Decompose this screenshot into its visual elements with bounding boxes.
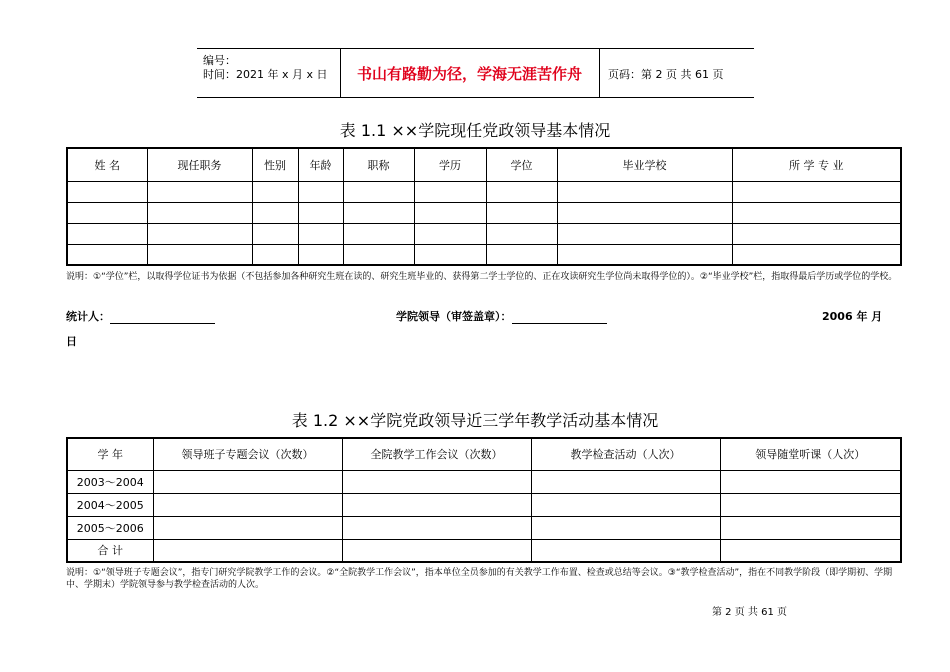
table2-note: 说明：①“领导班子专题会议”，指专门研究学院教学工作的会议。②“全院教学工作会议”，指本单位全员参加的有关教学工作布置、检查或总结等会议。③“教学检查活动”，指在不同教学阶段（即学期初、学期中、学期末）学院领导参与教学检查活动的人次。 [66,568,893,590]
table-cell[interactable] [557,202,732,223]
table-cell[interactable] [414,181,486,202]
table-cell[interactable] [531,470,720,493]
date-label: 2006 年 月 [822,310,883,323]
table-row [67,202,901,223]
table-cell[interactable] [531,516,720,539]
table-cell[interactable] [67,202,147,223]
table-cell[interactable] [414,202,486,223]
motto-text: 书山有路勤为径，学海无涯苦作舟 [356,65,582,83]
table-cell[interactable] [343,181,414,202]
day-label: 日 [66,335,77,348]
table-cell[interactable] [732,223,901,244]
table-cell: 2005～2006 [67,516,153,539]
header-meta [197,49,341,97]
table-cell[interactable] [298,223,343,244]
table-row [67,181,901,202]
table-cell[interactable] [343,202,414,223]
table-cell[interactable] [486,244,557,265]
col-topic-meetings: 领导班子专题会议（次数） [153,438,342,470]
table-cell[interactable] [732,181,901,202]
table-cell[interactable] [342,516,531,539]
col-school-year: 学 年 [67,438,153,470]
table-cell[interactable] [342,470,531,493]
page-info: 页码：第 2 页 共 61 页 [608,68,724,81]
table-cell: 2004～2005 [67,493,153,516]
page-footer: 第 2 页 共 61 页 [712,607,787,618]
table-cell[interactable] [153,470,342,493]
table-cell[interactable] [557,244,732,265]
col-title: 职称 [343,148,414,181]
stat-signature-line[interactable] [110,312,215,324]
table-cell[interactable] [298,202,343,223]
table-cell[interactable] [153,539,342,562]
table-cell[interactable] [732,244,901,265]
table-row [67,493,901,516]
col-age: 年龄 [298,148,343,181]
table-cell[interactable] [720,470,901,493]
stat-label: 统计人： [66,310,110,323]
header-motto-cell [340,49,600,97]
table-row [67,223,901,244]
table-cell[interactable] [531,539,720,562]
table-cell[interactable] [414,223,486,244]
number-label: 编号： [203,54,236,67]
col-name: 姓 名 [67,148,147,181]
leader-signature-line[interactable] [512,312,607,324]
table-cell[interactable] [153,493,342,516]
table-cell[interactable] [147,223,252,244]
col-education: 学历 [414,148,486,181]
table-cell[interactable] [732,202,901,223]
table-cell[interactable] [147,181,252,202]
table-cell[interactable] [342,539,531,562]
leader-label: 学院领导（审签盖章）： [396,310,512,323]
table-row [67,539,901,562]
table-cell[interactable] [252,181,298,202]
table2 [66,437,902,563]
table-cell[interactable] [486,202,557,223]
table-cell[interactable] [486,181,557,202]
table-cell[interactable] [67,181,147,202]
table1-title: 表 1.1 ××学院现任党政领导基本情况 [339,121,611,140]
table-cell[interactable] [342,493,531,516]
table2-title: 表 1.2 ××学院党政领导近三学年教学活动基本情况 [291,411,659,430]
col-teaching-meetings: 全院教学工作会议（次数） [342,438,531,470]
table2-header-row [67,438,901,470]
col-class-visits: 领导随堂听课（人次） [720,438,901,470]
table-cell[interactable] [298,181,343,202]
table-cell[interactable] [67,244,147,265]
table-cell[interactable] [147,244,252,265]
leader-sign [396,308,607,324]
col-position: 现任职务 [147,148,252,181]
col-degree: 学位 [486,148,557,181]
table1 [66,147,902,266]
header-page-cell [600,49,754,97]
table-cell: 2003～2004 [67,470,153,493]
table-row [67,516,901,539]
table-cell[interactable] [720,516,901,539]
table-cell[interactable] [720,539,901,562]
table-cell[interactable] [67,223,147,244]
table-cell: 合 计 [67,539,153,562]
table-row [67,244,901,265]
table-cell[interactable] [343,244,414,265]
table-cell[interactable] [414,244,486,265]
table1-header-row [67,148,901,181]
table-cell[interactable] [153,516,342,539]
col-gender: 性别 [252,148,298,181]
time-label: 时间：2021 年 x 月 x 日 [203,68,328,81]
table-cell[interactable] [557,223,732,244]
table-cell[interactable] [557,181,732,202]
col-inspections: 教学检查活动（人次） [531,438,720,470]
table-cell[interactable] [343,223,414,244]
table-cell[interactable] [252,202,298,223]
table-cell[interactable] [486,223,557,244]
stat-person [66,308,215,324]
table1-note: 说明：①“学位”栏，以取得学位证书为依据（不包括参加各种研究生班在读的、研究生班毕业的、获得第二学士学位的、正在攻读研究生学位尚未取得学位的）。②“毕业学校”栏，指取得最后学历或学位的学校。 [66,272,898,282]
table-cell[interactable] [298,244,343,265]
page-header [197,48,754,98]
table-cell[interactable] [252,223,298,244]
col-school: 毕业学校 [557,148,732,181]
table-row [67,470,901,493]
col-major: 所 学 专 业 [732,148,901,181]
table-cell[interactable] [252,244,298,265]
table-cell[interactable] [720,493,901,516]
table-cell[interactable] [531,493,720,516]
table-cell[interactable] [147,202,252,223]
